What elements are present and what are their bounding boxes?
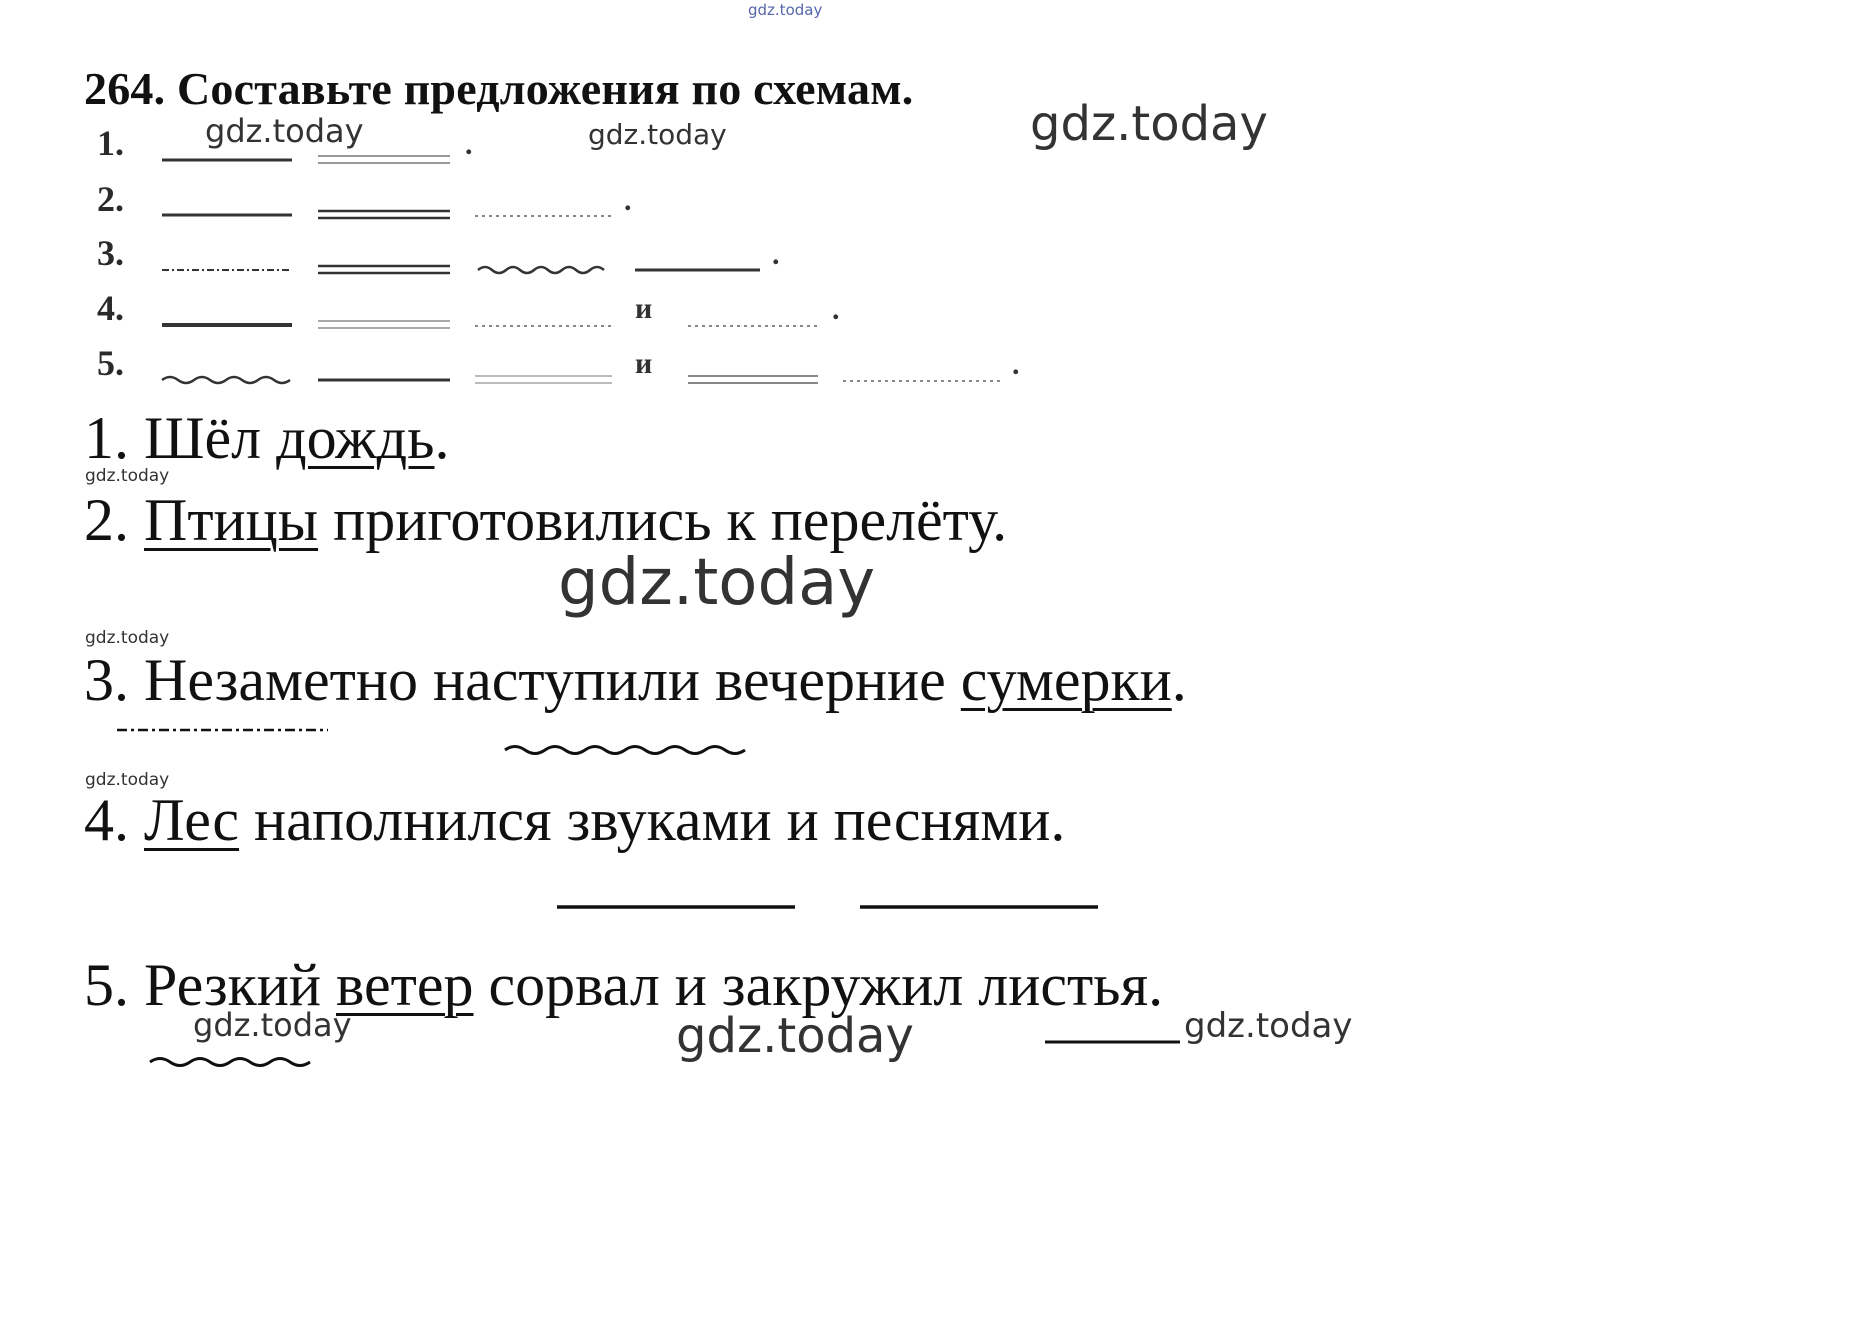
scheme-5-period: . [1012,348,1020,381]
answer-2-rest: приготовились к перелёту. [333,487,1008,553]
answer-sentence-4 [84,787,1066,853]
scheme-3-attribute-wave [478,267,604,273]
answer-5-attribute-wave [150,1059,310,1066]
answer-3-attribute-wave [505,747,745,754]
answer-4-number: 4. [84,787,129,853]
scheme-3-period: . [772,238,780,271]
scheme-4-period: . [832,293,840,326]
watermark-8: gdz.today [193,1006,352,1044]
watermark-1: gdz.today [205,112,364,150]
scheme-number-4: 4. [97,288,124,328]
watermark-9: gdz.today [676,1008,914,1064]
answer-sentence-3 [84,647,1187,713]
watermark-4: gdz.today [85,466,170,486]
watermark-7: gdz.today [85,770,170,790]
scheme-1-period: . [465,128,473,161]
answer-5-rest: сорвал и закружил листья. [488,952,1164,1018]
scheme-2-period: . [624,184,632,217]
scheme-number-2: 2. [97,179,124,219]
answer-5-number: 5. [84,952,129,1018]
answer-sentence-2 [84,487,1008,553]
watermark-top: gdz.today [748,1,823,19]
watermark-5: gdz.today [558,546,876,620]
answer-3-subject: сумерки [960,647,1172,713]
watermark-6: gdz.today [85,628,170,648]
answer-3-rest: Незаметно наступили вечерние [144,647,946,713]
answer-1-subject: дождь [276,405,435,471]
answer-3-end: . [1171,647,1187,713]
watermark-2: gdz.today [588,118,727,151]
answer-2-number: 2. [84,487,129,553]
answer-2-subject: Птицы [144,487,319,553]
answer-4-rest: наполнился звуками и песнями. [254,787,1066,853]
answer-1-predicate: Шёл [144,405,262,471]
answer-1-end: . [434,405,450,471]
answer-sentence-5 [84,952,1164,1018]
scheme-number-3: 3. [97,233,124,273]
scheme-5-conjunction: и [635,347,653,380]
watermark-3: gdz.today [1030,96,1268,152]
answer-5-attribute: Резкий [144,952,322,1018]
scheme-4-conjunction: и [635,292,653,325]
scheme-number-1: 1. [97,123,124,163]
answer-3-number: 3. [84,647,129,713]
scheme-number-5: 5. [97,343,124,383]
exercise-title: 264. Составьте предложения по схемам. [84,63,914,114]
answer-sentence-1 [84,405,450,471]
scheme-5-attribute-wave [162,377,290,383]
watermark-10: gdz.today [1184,1006,1353,1046]
answer-5-subject: ветер [336,952,474,1018]
answer-4-subject: Лес [144,787,240,853]
answer-1-number: 1. [84,405,129,471]
